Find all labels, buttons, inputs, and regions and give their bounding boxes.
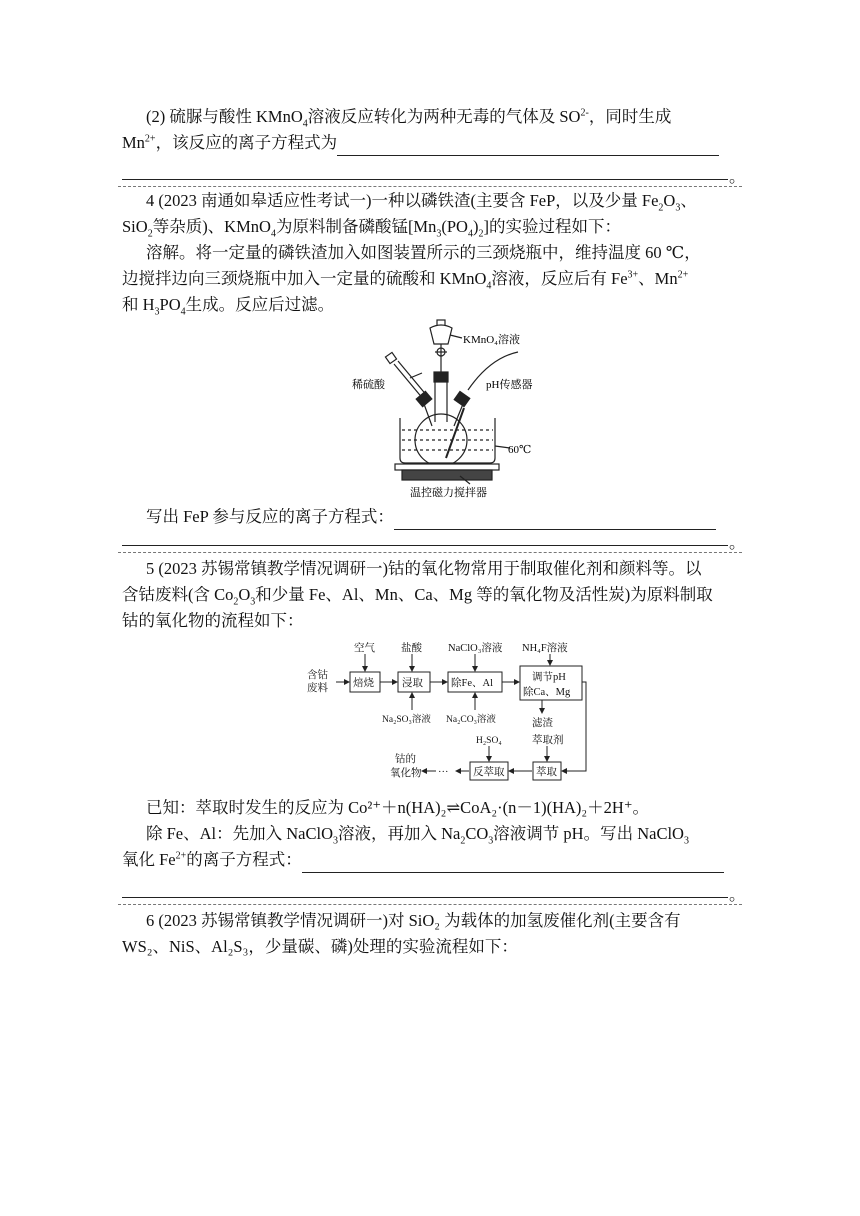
flow-start-label: 含钴 — [307, 670, 328, 681]
q4-intro-line1: 4 (2023 南通如皋适应性考试一)一种以磷铁渣(主要含 FeP，以及少量 $Fe_2O_3$、 — [146, 191, 697, 214]
ph-sensor-label: pH传感器 — [486, 379, 533, 391]
flow-air-label: 空气 — [354, 643, 375, 654]
flow-naclo3-label: NaClO₃溶液 — [448, 643, 503, 654]
q4-ask: 写出 FeP 参与反应的离子方程式： — [122, 504, 738, 530]
q2-block — [122, 104, 738, 156]
divider — [118, 552, 742, 553]
flow-leach-label: 浸取 — [402, 678, 423, 689]
flow-back-extract-label: 反萃取 — [473, 767, 505, 778]
flow-h2so4-label: H₂SO₄ — [476, 736, 502, 746]
q2-line2: $Mn^{2+}$，该反应的离子方程式为 — [122, 130, 738, 156]
flow-adjust-label: 除Ca、Mg — [523, 687, 571, 698]
flow-product-label: 钴的 — [395, 754, 416, 765]
answer-blank[interactable] — [122, 544, 728, 546]
flow-na2co3-label: Na₂CO₃溶液 — [446, 715, 496, 725]
stirrer-label: 温控磁力搅拌器 — [410, 487, 487, 499]
answer-blank[interactable] — [337, 135, 719, 156]
answer-blank[interactable] — [394, 509, 716, 530]
flow-adjust-label: 调节pH — [532, 672, 566, 683]
q5-block: 5 (2023 苏锡常镇教学情况调研一)钴的氧化物常用于制取催化剂和颜料等。以 含钴废料(含 $Co_2O_3$和少量 Fe、Al、Mn、Ca、Mg 等的氧化物及活性炭)为原料制取 钴的氧化物的流程如下： — [122, 559, 713, 630]
answer-blank[interactable] — [122, 178, 728, 180]
flow-extract-label: 萃取 — [536, 767, 557, 778]
q4-intro-line2: SiO$_2$等杂质)、KMnO$_4$为原料制备磷酸锰$[Mn_3(PO_4)_2]$的实验过程如下： — [122, 217, 621, 240]
flow-roast-label: 焙烧 — [353, 678, 374, 689]
q4-para2: 溶解。将一定量的磷铁渣加入如图装置所示的三颈烧瓶中，维持温度 60 ℃， 边搅拌边向三颈烧瓶中加入一定量的硫酸和 KMnO$_4$溶液，反应后有 $Fe^{3+}$、$Mn^{2+}$ 和 $H_3PO_4$生成。反应后过滤。 — [122, 243, 701, 318]
answer-blank[interactable] — [122, 896, 728, 898]
flow-remove-label: 除Fe、Al — [451, 678, 493, 689]
flow-dots: ··· — [438, 767, 449, 778]
period: 。 — [729, 533, 746, 552]
three-neck-flask-icon — [415, 352, 518, 466]
flow-na2so3-label: Na₂SO₃溶液 — [382, 715, 431, 725]
acid-label: 稀硫酸 — [352, 379, 385, 391]
period: 。 — [729, 167, 746, 186]
temp-label: 60℃ — [508, 444, 532, 456]
q5-known: 已知：萃取时发生的反应为 Co²⁺＋n(HA)₂⇌CoA₂·(n－1)(HA)₂＋2H⁺。 除 Fe、Al：先加入 NaClO$_3$溶液，再加入 $Na_2CO_3$溶液调节 pH。写出 NaClO$_3$ 氧化 $Fe^{2+}$的离子方程式： — [122, 795, 738, 873]
flow-product-label: 氧化物 — [390, 768, 422, 779]
flow-hcl-label: 盐酸 — [401, 643, 422, 654]
q6-block: 6 (2023 苏锡常镇教学情况调研一)对 SiO₂ 为载体的加氢废催化剂(主要含有 WS₂、NiS、Al₂S₃，少量碳、磷)处理的实验流程如下： — [122, 911, 681, 956]
flowchart — [306, 640, 590, 786]
kmno4-label: KMnO₄溶液 — [463, 334, 521, 346]
apparatus-figure — [350, 318, 560, 500]
flow-extractant-label: 萃取剂 — [532, 735, 564, 746]
flow-nh4f-label: NH₄F溶液 — [522, 643, 568, 654]
dropping-funnel-icon — [385, 352, 431, 406]
flow-residue-label: 滤渣 — [532, 718, 553, 729]
divider — [118, 904, 742, 905]
period: 。 — [729, 885, 746, 904]
q4-block — [122, 188, 738, 318]
funnel-icon — [430, 320, 462, 382]
stirrer-icon — [395, 464, 499, 484]
flow-start-label: 废料 — [307, 683, 328, 694]
divider — [118, 186, 742, 187]
q2-line1: (2) 硫脲与酸性 KMnO$_4$溶液反应转化为两种无毒的气体及 $SO^{2-}$，同时生成 — [146, 107, 672, 130]
answer-blank[interactable] — [302, 852, 724, 873]
